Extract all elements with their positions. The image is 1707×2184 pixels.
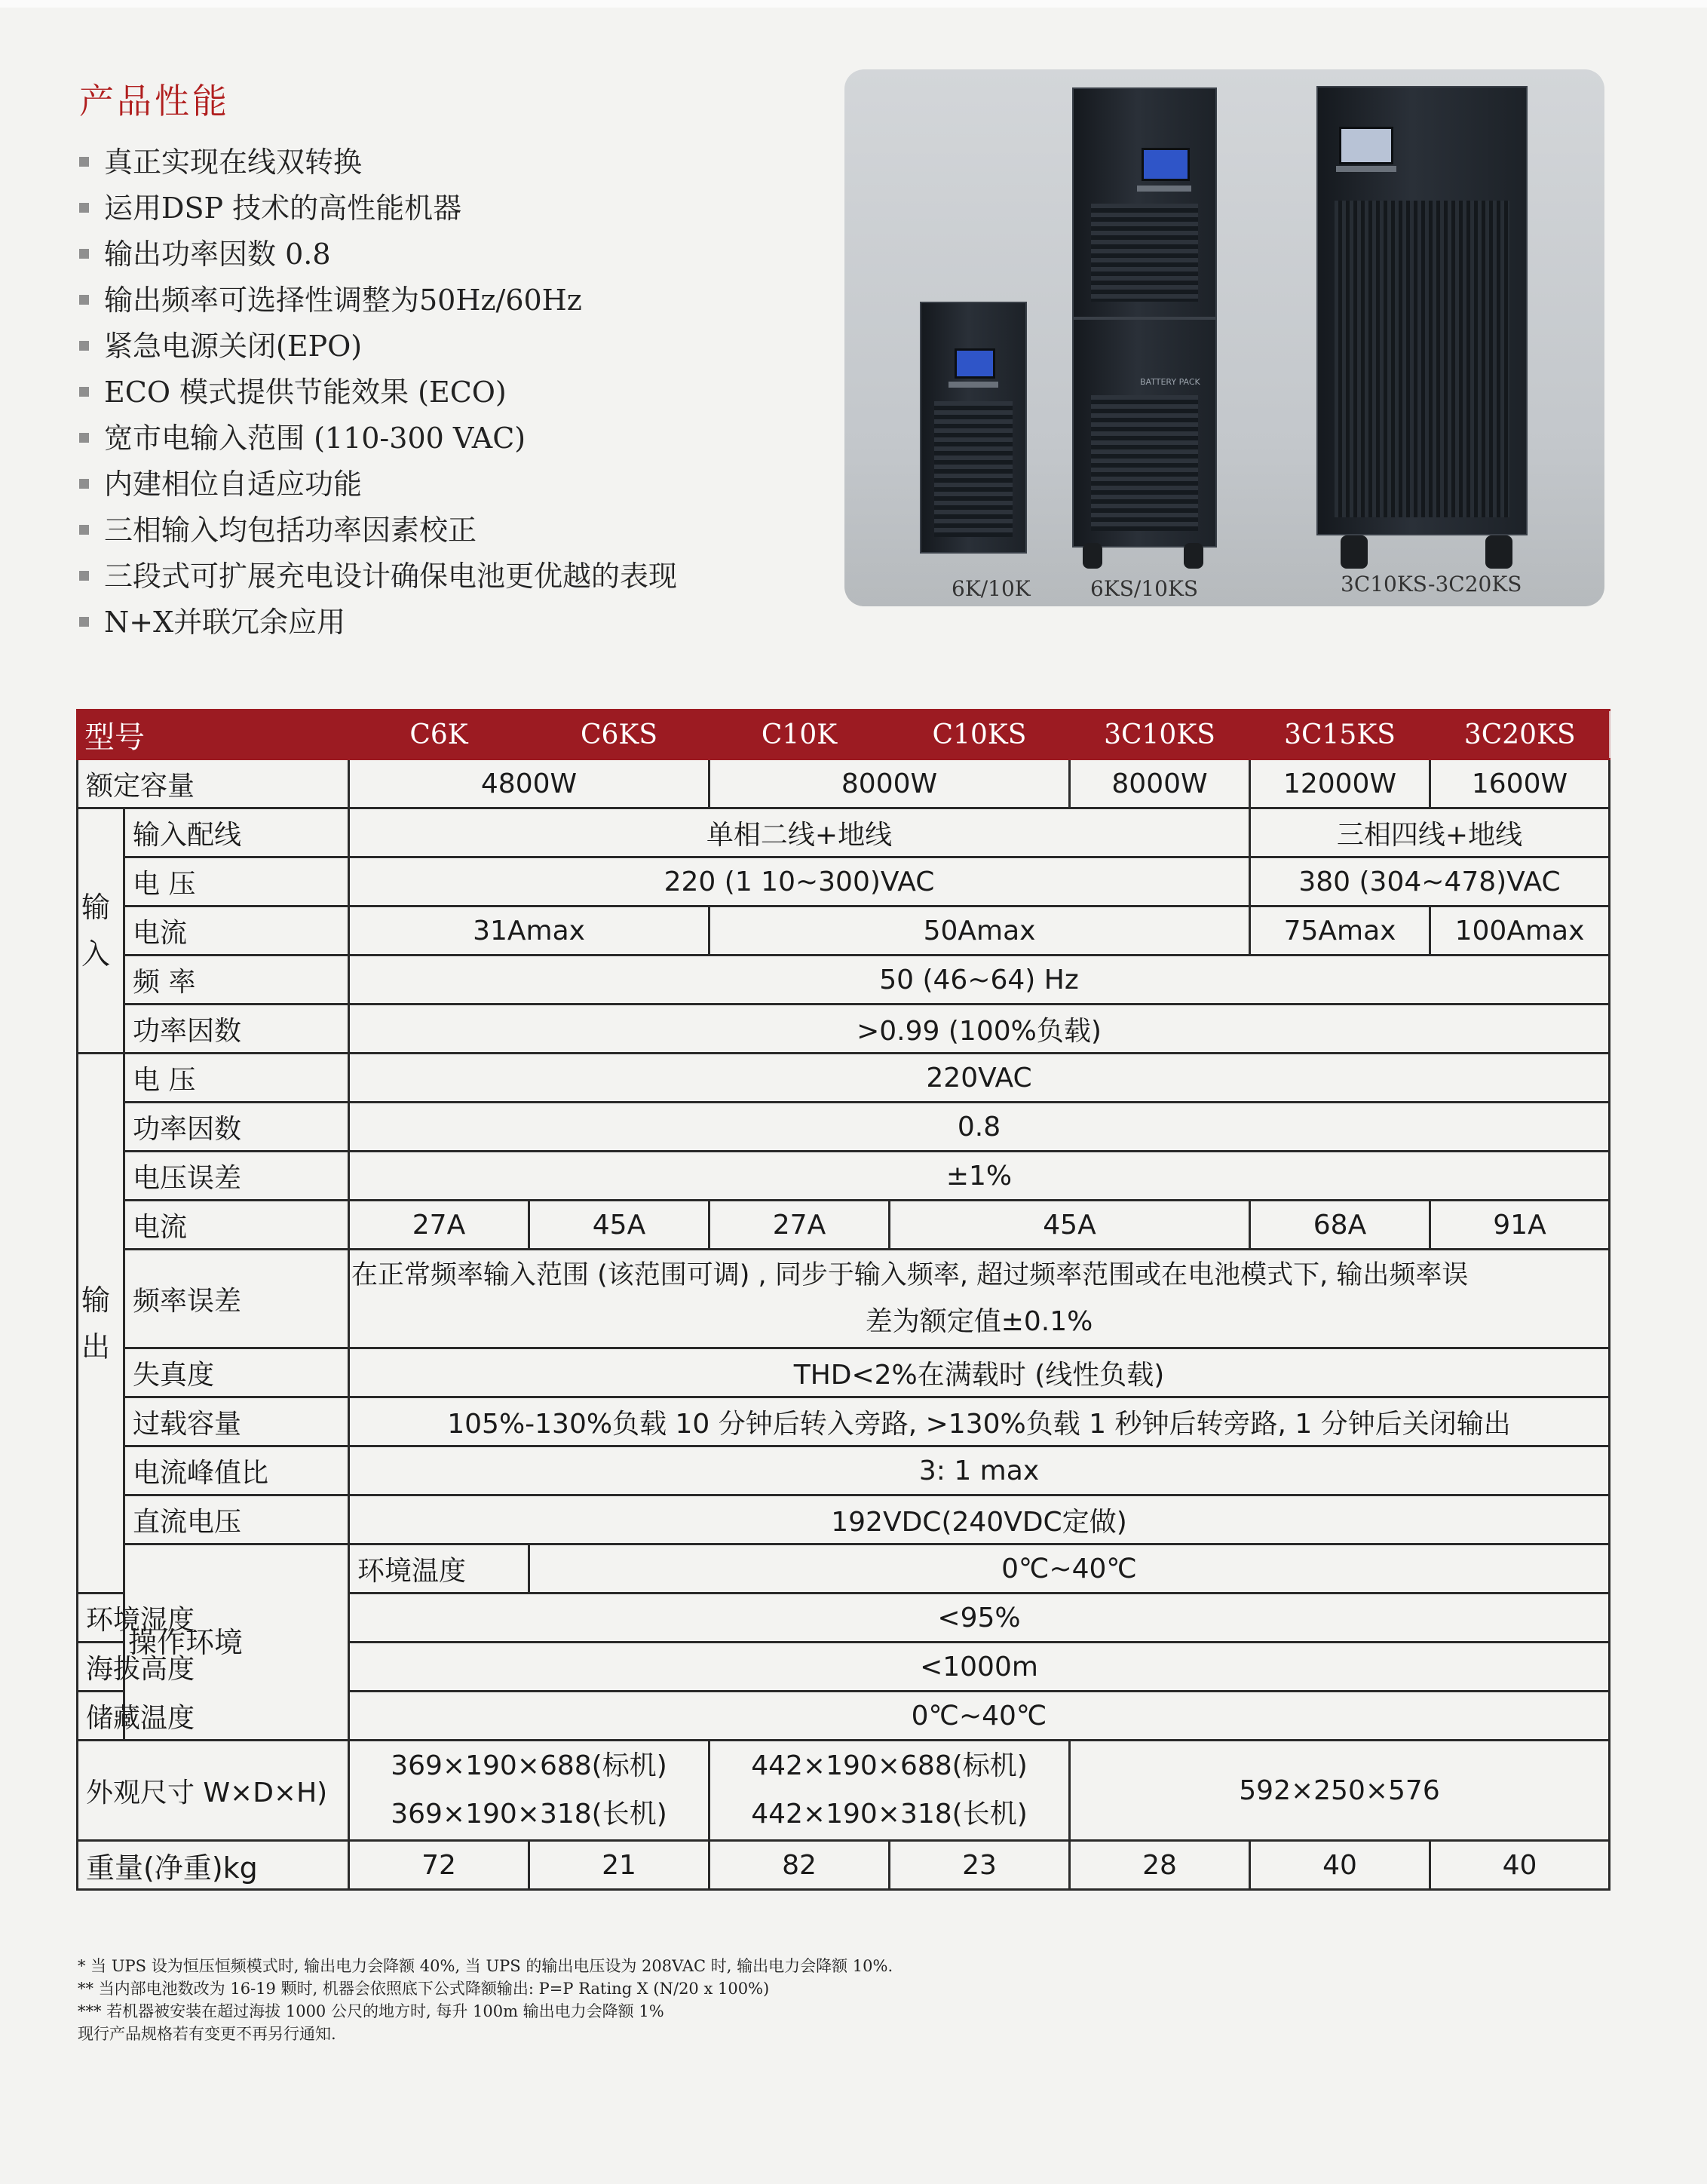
lcd-screen-icon <box>955 348 995 379</box>
caption-6ks-10ks: 6KS/10KS <box>1090 576 1199 601</box>
group-label-output: 输出 <box>78 1054 124 1594</box>
caption-3c10ks-3c20ks: 3C10KS-3C20KS <box>1341 572 1522 597</box>
cell-value: ±1% <box>349 1152 1610 1201</box>
frequency-error-line-2: 差为额定值±0.1% <box>865 1306 1093 1337</box>
ups-tower-6ks-image <box>1072 87 1217 318</box>
cell-value-multiline <box>349 1250 1610 1348</box>
weight-row <box>78 1841 1610 1890</box>
model-3c15ks: 3C15KS <box>1250 710 1430 759</box>
feature-item: 输出频率可选择性调整为50Hz/60Hz <box>79 278 677 324</box>
input-current-row <box>78 906 1610 956</box>
env-temp-row <box>78 1544 1610 1594</box>
cell-value: THD<2%在满载时 (线性负载) <box>349 1348 1610 1397</box>
cell-value: 192VDC(240VDC定做) <box>349 1495 1610 1544</box>
cell-value: 40 <box>1250 1841 1430 1890</box>
bullet-square-icon <box>79 433 89 443</box>
feature-list <box>79 140 677 646</box>
row-label: 电流 <box>124 906 349 956</box>
bullet-square-icon <box>79 479 89 489</box>
row-label: 功率因数 <box>124 1103 349 1152</box>
cell-value: 28 <box>1070 1841 1250 1890</box>
section-title: 产品性能 <box>79 81 230 121</box>
footnote: ** 当内部电池数改为 16-19 颗时, 机器会依照底下公式降额输出: P=P Rating X (N/20 x 100%) <box>78 1980 770 1998</box>
vent-grill <box>1091 204 1199 302</box>
dims-line: 442×190×688(标机) <box>751 1750 1028 1781</box>
cell-value: 68A <box>1250 1201 1430 1250</box>
vent-grill <box>1335 201 1509 517</box>
output-voltage-error-row <box>78 1152 1610 1201</box>
control-panel-strip <box>1336 166 1396 172</box>
row-label: 额定容量 <box>78 759 349 808</box>
caster-wheel-icon <box>1184 543 1203 569</box>
row-label: 电 压 <box>124 1054 349 1103</box>
cell-value: 45A <box>890 1201 1250 1250</box>
cell-value: 100Amax <box>1430 906 1610 956</box>
model-3c20ks: 3C20KS <box>1430 710 1610 759</box>
control-panel-strip <box>1137 186 1191 192</box>
footnote: * 当 UPS 设为恒压恒频模式时, 输出电力会降额 40%, 当 UPS 的输出电压设为 208VAC 时, 输出电力会降额 10%. <box>78 1957 893 1975</box>
input-frequency-row <box>78 956 1610 1005</box>
row-label: 失真度 <box>124 1348 349 1397</box>
cell-value: 72 <box>349 1841 529 1890</box>
feature-item: 三段式可扩展充电设计确保电池更优越的表现 <box>79 554 677 600</box>
cell-value: 4800W <box>349 759 709 808</box>
row-label: 电压误差 <box>124 1152 349 1201</box>
cell-value: 12000W <box>1250 759 1430 808</box>
output-crest-row <box>78 1446 1610 1495</box>
bullet-square-icon <box>79 571 89 581</box>
top-edge <box>0 0 1707 8</box>
input-pf-row <box>78 1005 1610 1054</box>
feature-item: ECO 模式提供节能效果 (ECO) <box>79 370 677 416</box>
cell-value: 91A <box>1430 1201 1610 1250</box>
cell-value: 45A <box>529 1201 709 1250</box>
cell-value: 220VAC <box>349 1054 1610 1103</box>
cell-value: 23 <box>890 1841 1070 1890</box>
input-voltage-row <box>78 857 1610 906</box>
row-label: 电流 <box>124 1201 349 1250</box>
row-label: 过载容量 <box>124 1397 349 1446</box>
row-label: 频 率 <box>124 956 349 1005</box>
dims-line: 442×190×318(长机) <box>751 1799 1028 1830</box>
bullet-square-icon <box>79 387 89 397</box>
header-label: 型号 <box>78 710 349 759</box>
ups-cabinet-3c-image <box>1316 86 1528 535</box>
cell-value: 105%-130%负载 10 分钟后转入旁路, >130%负载 1 秒钟后转旁路, 1 分钟后关闭输出 <box>349 1397 1610 1446</box>
battery-pack-image <box>1072 318 1217 548</box>
cell-value: 31Amax <box>349 906 709 956</box>
cell-value: 27A <box>349 1201 529 1250</box>
bullet-square-icon <box>79 341 89 351</box>
output-dc-voltage-row <box>78 1495 1610 1544</box>
row-label: 直流电压 <box>124 1495 349 1544</box>
cell-value: 8000W <box>1070 759 1250 808</box>
battery-pack-label: BATTERY PACK <box>1140 377 1200 387</box>
cell-value-dims-c: 592×250×576 <box>1070 1741 1610 1841</box>
vent-grill <box>934 401 1013 537</box>
feature-item: 紧急电源关闭(EPO) <box>79 324 677 370</box>
feature-item: N+X并联冗余应用 <box>79 600 677 646</box>
group-label-input: 输入 <box>78 808 124 1054</box>
output-thd-row <box>78 1348 1610 1397</box>
bullet-square-icon <box>79 525 89 535</box>
bullet-square-icon <box>79 157 89 167</box>
caster-wheel-icon <box>1083 543 1102 569</box>
product-photo <box>844 69 1604 606</box>
row-label: 频率误差 <box>124 1250 349 1348</box>
feature-item: 宽市电输入范围 (110-300 VAC) <box>79 416 677 462</box>
row-label: 输入配线 <box>124 808 349 857</box>
input-wiring-row <box>78 808 1610 857</box>
model-c10k: C10K <box>709 710 890 759</box>
vent-grill <box>1091 395 1199 531</box>
feature-item: 真正实现在线双转换 <box>79 140 677 186</box>
row-label: 海拔高度 <box>78 1643 124 1692</box>
cell-value: 220 (1 10~300)VAC <box>349 857 1250 906</box>
row-label: 环境湿度 <box>78 1594 124 1643</box>
cell-value: <1000m <box>349 1643 1610 1692</box>
row-label: 外观尺寸 W×D×H) <box>78 1741 349 1841</box>
row-label: 电 压 <box>124 857 349 906</box>
dims-line: 369×190×688(标机) <box>391 1750 667 1781</box>
header-row <box>78 710 1610 759</box>
footnote: *** 若机器被安装在超过海拔 1000 公尺的地方时, 每升 100m 输出电力会降额 1% <box>78 2002 664 2020</box>
cell-value: <95% <box>349 1594 1610 1643</box>
caption-6k-10k: 6K/10K <box>952 576 1031 601</box>
row-label: 功率因数 <box>124 1005 349 1054</box>
cell-value: 27A <box>709 1201 890 1250</box>
model-3c10ks: 3C10KS <box>1070 710 1250 759</box>
cell-value: 0.8 <box>349 1103 1610 1152</box>
cell-value: 3: 1 max <box>349 1446 1610 1495</box>
model-c10ks: C10KS <box>890 710 1070 759</box>
output-frequency-error-row <box>78 1250 1610 1348</box>
cell-value-dims-a <box>349 1741 709 1841</box>
bullet-square-icon <box>79 617 89 627</box>
ups-tower-6k-image <box>920 302 1027 554</box>
output-pf-row <box>78 1103 1610 1152</box>
cell-value: 1600W <box>1430 759 1610 808</box>
dims-line: 369×190×318(长机) <box>391 1799 667 1830</box>
rated-capacity-row <box>78 759 1610 808</box>
output-voltage-row <box>78 1054 1610 1103</box>
output-overload-row <box>78 1397 1610 1446</box>
cell-value-dims-b <box>709 1741 1070 1841</box>
cell-value: 50Amax <box>709 906 1250 956</box>
cell-value: 40 <box>1430 1841 1610 1890</box>
model-c6ks: C6KS <box>529 710 709 759</box>
cell-value: 0℃~40℃ <box>349 1692 1610 1741</box>
footnotes <box>78 1955 893 2045</box>
cell-value: 75Amax <box>1250 906 1430 956</box>
cell-value: 50 (46~64) Hz <box>349 956 1610 1005</box>
feature-item: 内建相位自适应功能 <box>79 462 677 508</box>
lcd-screen-icon <box>1142 148 1190 181</box>
feature-item: 输出功率因数 0.8 <box>79 232 677 278</box>
cell-value: 三相四线+地线 <box>1250 808 1610 857</box>
caster-wheel-icon <box>1485 535 1512 569</box>
lcd-screen-icon <box>1339 127 1393 164</box>
cell-value: 21 <box>529 1841 709 1890</box>
footnote: 现行产品规格若有变更不再另行通知. <box>78 2025 336 2043</box>
cell-value: 82 <box>709 1841 890 1890</box>
row-label: 储藏温度 <box>78 1692 124 1741</box>
bullet-square-icon <box>79 249 89 259</box>
row-label: 环境温度 <box>349 1544 529 1594</box>
bullet-square-icon <box>79 203 89 213</box>
row-label: 电流峰值比 <box>124 1446 349 1495</box>
dimensions-row <box>78 1741 1610 1841</box>
feature-item: 三相输入均包括功率因素校正 <box>79 508 677 554</box>
cell-value: >0.99 (100%负载) <box>349 1005 1610 1054</box>
bullet-square-icon <box>79 295 89 305</box>
cell-value: 380 (304~478)VAC <box>1250 857 1610 906</box>
frequency-error-line-1: 在正常频率输入范围 (该范围可调) , 同步于输入频率, 超过频率范围或在电池模式下, 输出频率误 <box>351 1260 1469 1290</box>
control-panel-strip <box>949 382 998 388</box>
model-c6k: C6K <box>349 710 529 759</box>
caster-wheel-icon <box>1341 535 1368 569</box>
row-label: 重量(净重)kg <box>78 1841 349 1890</box>
group-label-environment: 操作环境 <box>124 1544 349 1741</box>
spec-table <box>76 709 1610 1891</box>
output-current-row <box>78 1201 1610 1250</box>
cell-value: 0℃~40℃ <box>529 1544 1610 1594</box>
cell-value: 8000W <box>709 759 1070 808</box>
cell-value: 单相二线+地线 <box>349 808 1250 857</box>
feature-item: 运用DSP 技术的高性能机器 <box>79 186 677 232</box>
